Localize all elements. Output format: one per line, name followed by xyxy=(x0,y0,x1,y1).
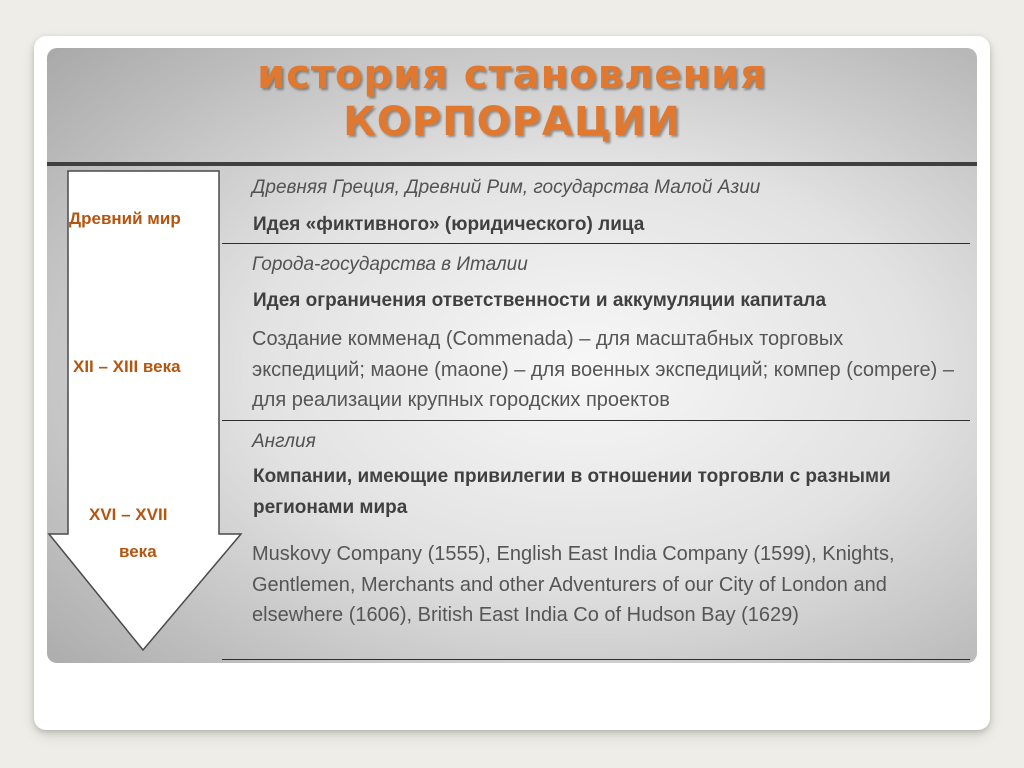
row-place: Города-государства в Италии xyxy=(252,254,528,275)
era-label-16-17: XVI – XVII xyxy=(89,505,168,524)
row-idea: Идея «фиктивного» (юридического) лица xyxy=(253,214,645,235)
era-label-centuries: века xyxy=(119,542,157,561)
row-description: Muskovy Company (1555), English East India Company (1599), Knights, Gentlemen, Merchants and other Adventurers of our City of London and elsewhere (1606), British East India Co of Hudson Bay (1629) xyxy=(252,543,895,626)
slide-title-line-2: КОРПОРАЦИИ xyxy=(343,99,681,145)
timeline-arrow xyxy=(47,170,243,652)
era-label-ancient-world: Древний мир xyxy=(69,209,181,228)
row-description: Создание комменад (Commenada) – для масштабных торговых экспедиций; маоне (maone) – для военных экспедиций; компер (compere) – для реализации крупных городских проектов xyxy=(252,328,955,411)
title-divider xyxy=(47,162,977,166)
row-idea: Идея ограничения ответственности и аккумуляции капитала xyxy=(253,290,827,311)
row-place: Англия xyxy=(252,431,316,452)
slide-title-line-1: история становления xyxy=(257,52,767,98)
history-row-antiquity xyxy=(222,168,970,244)
history-row-england xyxy=(222,421,970,660)
era-label-12-13-centuries: XII – XIII века xyxy=(73,357,181,376)
row-idea: Компании, имеющие привилегии в отношении торговли с разными регионами мира xyxy=(253,466,891,518)
slide-title xyxy=(0,52,1024,146)
history-row-italy xyxy=(222,244,970,421)
row-place: Древняя Греция, Древний Рим, государства Малой Азии xyxy=(252,177,761,198)
history-table xyxy=(222,168,970,660)
